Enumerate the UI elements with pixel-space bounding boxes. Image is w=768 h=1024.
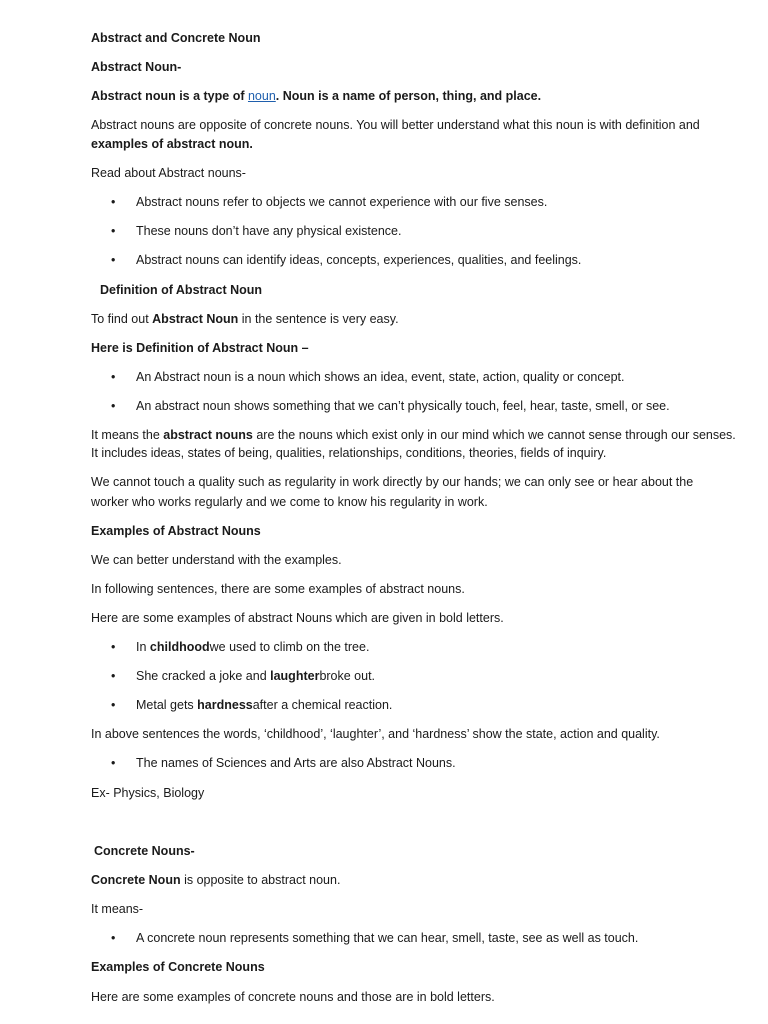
paragraph-concrete-examples: Here are some examples of concrete nouns and those are in bold letters. bbox=[91, 990, 495, 1004]
paragraph-it-means-line1 bbox=[91, 427, 736, 443]
bullet-icon: • bbox=[111, 640, 116, 654]
bullet-icon: • bbox=[111, 756, 116, 770]
heading-examples-abstract: Examples of Abstract Nouns bbox=[91, 524, 261, 538]
definition-label: Here is Definition of Abstract Noun – bbox=[91, 341, 309, 355]
list-item-text: An abstract noun shows something that we can’t physically touch, feel, hear, taste, smell, or see. bbox=[136, 399, 670, 413]
read-about-label: Read about Abstract nouns- bbox=[91, 166, 246, 180]
text-span: . Noun is a name of person, thing, and place. bbox=[275, 89, 542, 103]
text-span-bold: laughter bbox=[270, 669, 320, 683]
text-span: It means the bbox=[91, 428, 164, 442]
heading-definition: Definition of Abstract Noun bbox=[100, 283, 263, 297]
noun-link[interactable]: noun bbox=[247, 89, 276, 103]
text-span-bold: hardness bbox=[197, 698, 253, 712]
paragraph-find-out bbox=[91, 311, 399, 327]
paragraph-opposite-line1: Abstract nouns are opposite of concrete nouns. You will better understand what this noun is with definition and bbox=[91, 118, 700, 132]
heading-abstract-noun: Abstract Noun- bbox=[91, 60, 182, 74]
list-item-text: A concrete noun represents something that we can hear, smell, taste, see as well as touch. bbox=[136, 931, 639, 945]
text-span: Abstract noun is a type of bbox=[91, 89, 248, 103]
paragraph-opposite-line2: examples of abstract noun. bbox=[91, 137, 253, 151]
list-item-text bbox=[136, 668, 375, 684]
text-span: She cracked a joke and bbox=[136, 669, 271, 683]
bullet-icon: • bbox=[111, 253, 116, 267]
paragraph-touch-line2: worker who works regularly and we come to know his regularity in work. bbox=[91, 495, 488, 509]
text-span: we used to climb on the tree. bbox=[209, 640, 370, 654]
paragraph-concrete-opposite bbox=[91, 872, 340, 888]
paragraph-abstract-type bbox=[91, 88, 541, 104]
bullet-icon: • bbox=[111, 195, 116, 209]
text-span: in the sentence is very easy. bbox=[238, 312, 399, 326]
text-span: is opposite to abstract noun. bbox=[180, 873, 341, 887]
text-span: are the nouns which exist only in our mind which we cannot sense through our senses. bbox=[252, 428, 736, 442]
bullet-icon: • bbox=[111, 698, 116, 712]
heading-examples-concrete: Examples of Concrete Nouns bbox=[91, 960, 265, 974]
list-item-text: These nouns don’t have any physical existence. bbox=[136, 224, 402, 238]
paragraph-bold-letters: Here are some examples of abstract Nouns which are given in bold letters. bbox=[91, 611, 504, 625]
text-span-bold: Abstract Noun bbox=[152, 312, 239, 326]
bullet-icon: • bbox=[111, 931, 116, 945]
text-span-bold: Concrete Noun bbox=[91, 873, 181, 887]
paragraph-touch-line1: We cannot touch a quality such as regularity in work directly by our hands; we can only see or hear about the bbox=[91, 475, 694, 489]
document-title: Abstract and Concrete Noun bbox=[91, 31, 261, 45]
text-span: In bbox=[136, 640, 150, 654]
heading-concrete-nouns: Concrete Nouns- bbox=[94, 844, 195, 858]
list-item-text: An Abstract noun is a noun which shows an idea, event, state, action, quality or concept. bbox=[136, 370, 625, 384]
paragraph-examples-sciences: Ex- Physics, Biology bbox=[91, 786, 205, 800]
list-item-text bbox=[136, 639, 369, 655]
paragraph-better-understand: We can better understand with the examples. bbox=[91, 553, 342, 567]
bullet-icon: • bbox=[111, 224, 116, 238]
list-item-text bbox=[136, 697, 392, 713]
list-item-text: Abstract nouns can identify ideas, concepts, experiences, qualities, and feelings. bbox=[136, 253, 582, 267]
list-item-text: Abstract nouns refer to objects we cannot experience with our five senses. bbox=[136, 195, 548, 209]
paragraph-above-sentences: In above sentences the words, ‘childhood’, ‘laughter’, and ‘hardness’ show the state, action and quality. bbox=[91, 727, 660, 741]
paragraph-following-sentences: In following sentences, there are some examples of abstract nouns. bbox=[91, 582, 465, 596]
list-item-text: The names of Sciences and Arts are also Abstract Nouns. bbox=[136, 756, 456, 770]
text-span: after a chemical reaction. bbox=[252, 698, 393, 712]
bullet-icon: • bbox=[111, 399, 116, 413]
bullet-icon: • bbox=[111, 370, 116, 384]
text-span: To find out bbox=[91, 312, 153, 326]
text-span: broke out. bbox=[319, 669, 376, 683]
paragraph-it-means-line2: It includes ideas, states of being, qualities, relationships, conditions, theories, fields of inquiry. bbox=[91, 446, 607, 460]
text-span: Metal gets bbox=[136, 698, 198, 712]
paragraph-it-means-concrete: It means- bbox=[91, 902, 144, 916]
bullet-icon: • bbox=[111, 669, 116, 683]
text-span-bold: abstract nouns bbox=[163, 428, 253, 442]
text-span-bold: childhood bbox=[149, 640, 210, 654]
